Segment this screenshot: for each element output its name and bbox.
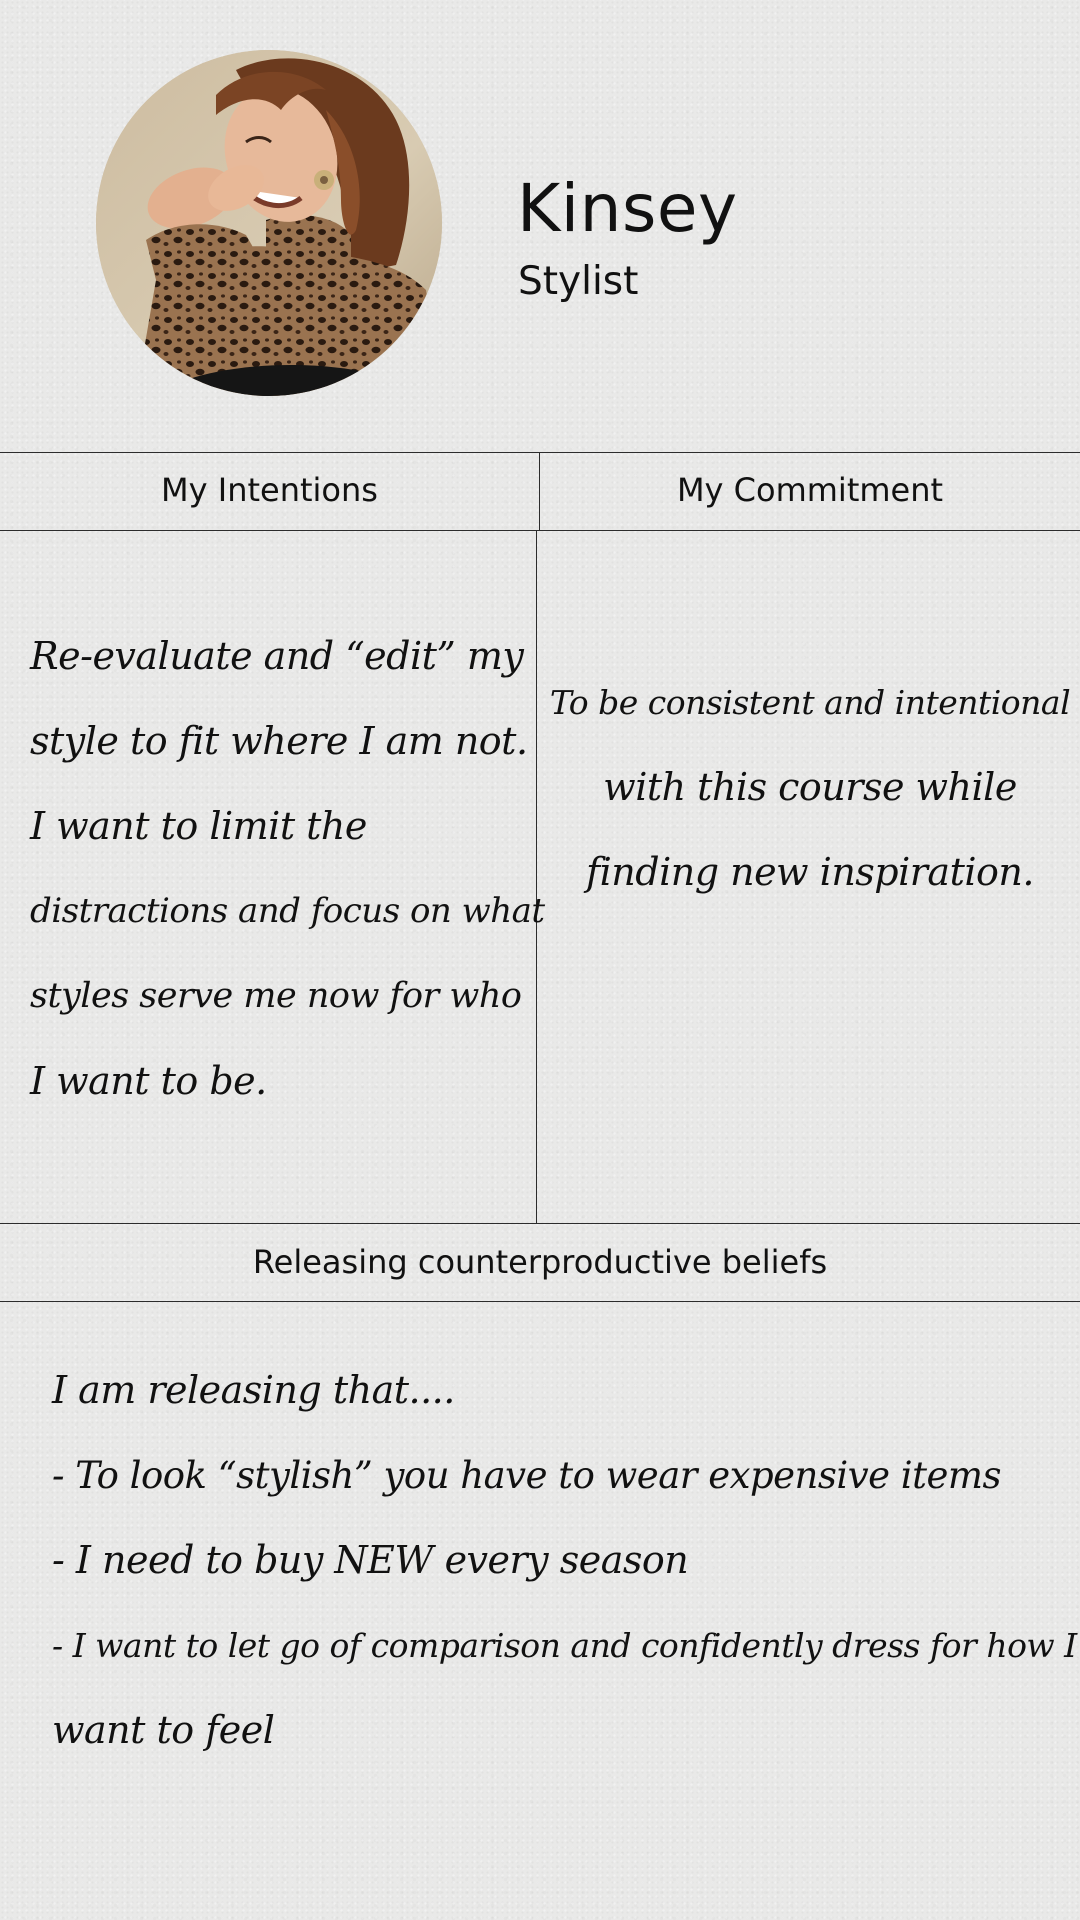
intentions-line: styles serve me now for who xyxy=(30,976,522,1016)
intentions-line: I want to limit the xyxy=(30,804,367,848)
intentions-line: style to fit where I am not. xyxy=(30,719,528,763)
divider-column-vertical xyxy=(536,531,537,1223)
intentions-text xyxy=(30,614,545,1124)
divider-header-bottom xyxy=(0,530,1080,531)
intentions-line: distractions and focus on what xyxy=(30,891,545,931)
avatar-photo xyxy=(96,50,442,396)
profile-role: Stylist xyxy=(518,259,639,304)
beliefs-line: want to feel xyxy=(52,1708,275,1752)
beliefs-title: Releasing counterproductive beliefs xyxy=(252,1243,828,1281)
intentions-line: Re-evaluate and “edit” my xyxy=(30,634,524,678)
commitment-line: To be consistent and intentional xyxy=(549,683,1071,722)
intentions-title: My Intentions xyxy=(161,471,378,509)
divider-beliefs-bottom xyxy=(0,1301,1080,1302)
profile-avatar xyxy=(96,50,442,396)
commitment-title: My Commitment xyxy=(676,471,944,509)
commitment-line: finding new inspiration. xyxy=(586,850,1034,894)
commitment-text xyxy=(545,660,1075,915)
beliefs-line: - I want to let go of comparison and confidently dress for how I xyxy=(52,1626,1077,1665)
intentions-line: I want to be. xyxy=(30,1059,267,1103)
divider-beliefs-top xyxy=(0,1223,1080,1224)
divider-top xyxy=(0,452,1080,453)
beliefs-line: - I need to buy NEW every season xyxy=(52,1538,689,1582)
profile-name: Kinsey xyxy=(517,170,738,247)
beliefs-line: I am releasing that.... xyxy=(52,1368,455,1412)
commitment-line: with this course while xyxy=(603,765,1017,809)
beliefs-text xyxy=(52,1348,1077,1773)
beliefs-line: - To look “stylish” you have to wear expensive items xyxy=(52,1454,1001,1497)
